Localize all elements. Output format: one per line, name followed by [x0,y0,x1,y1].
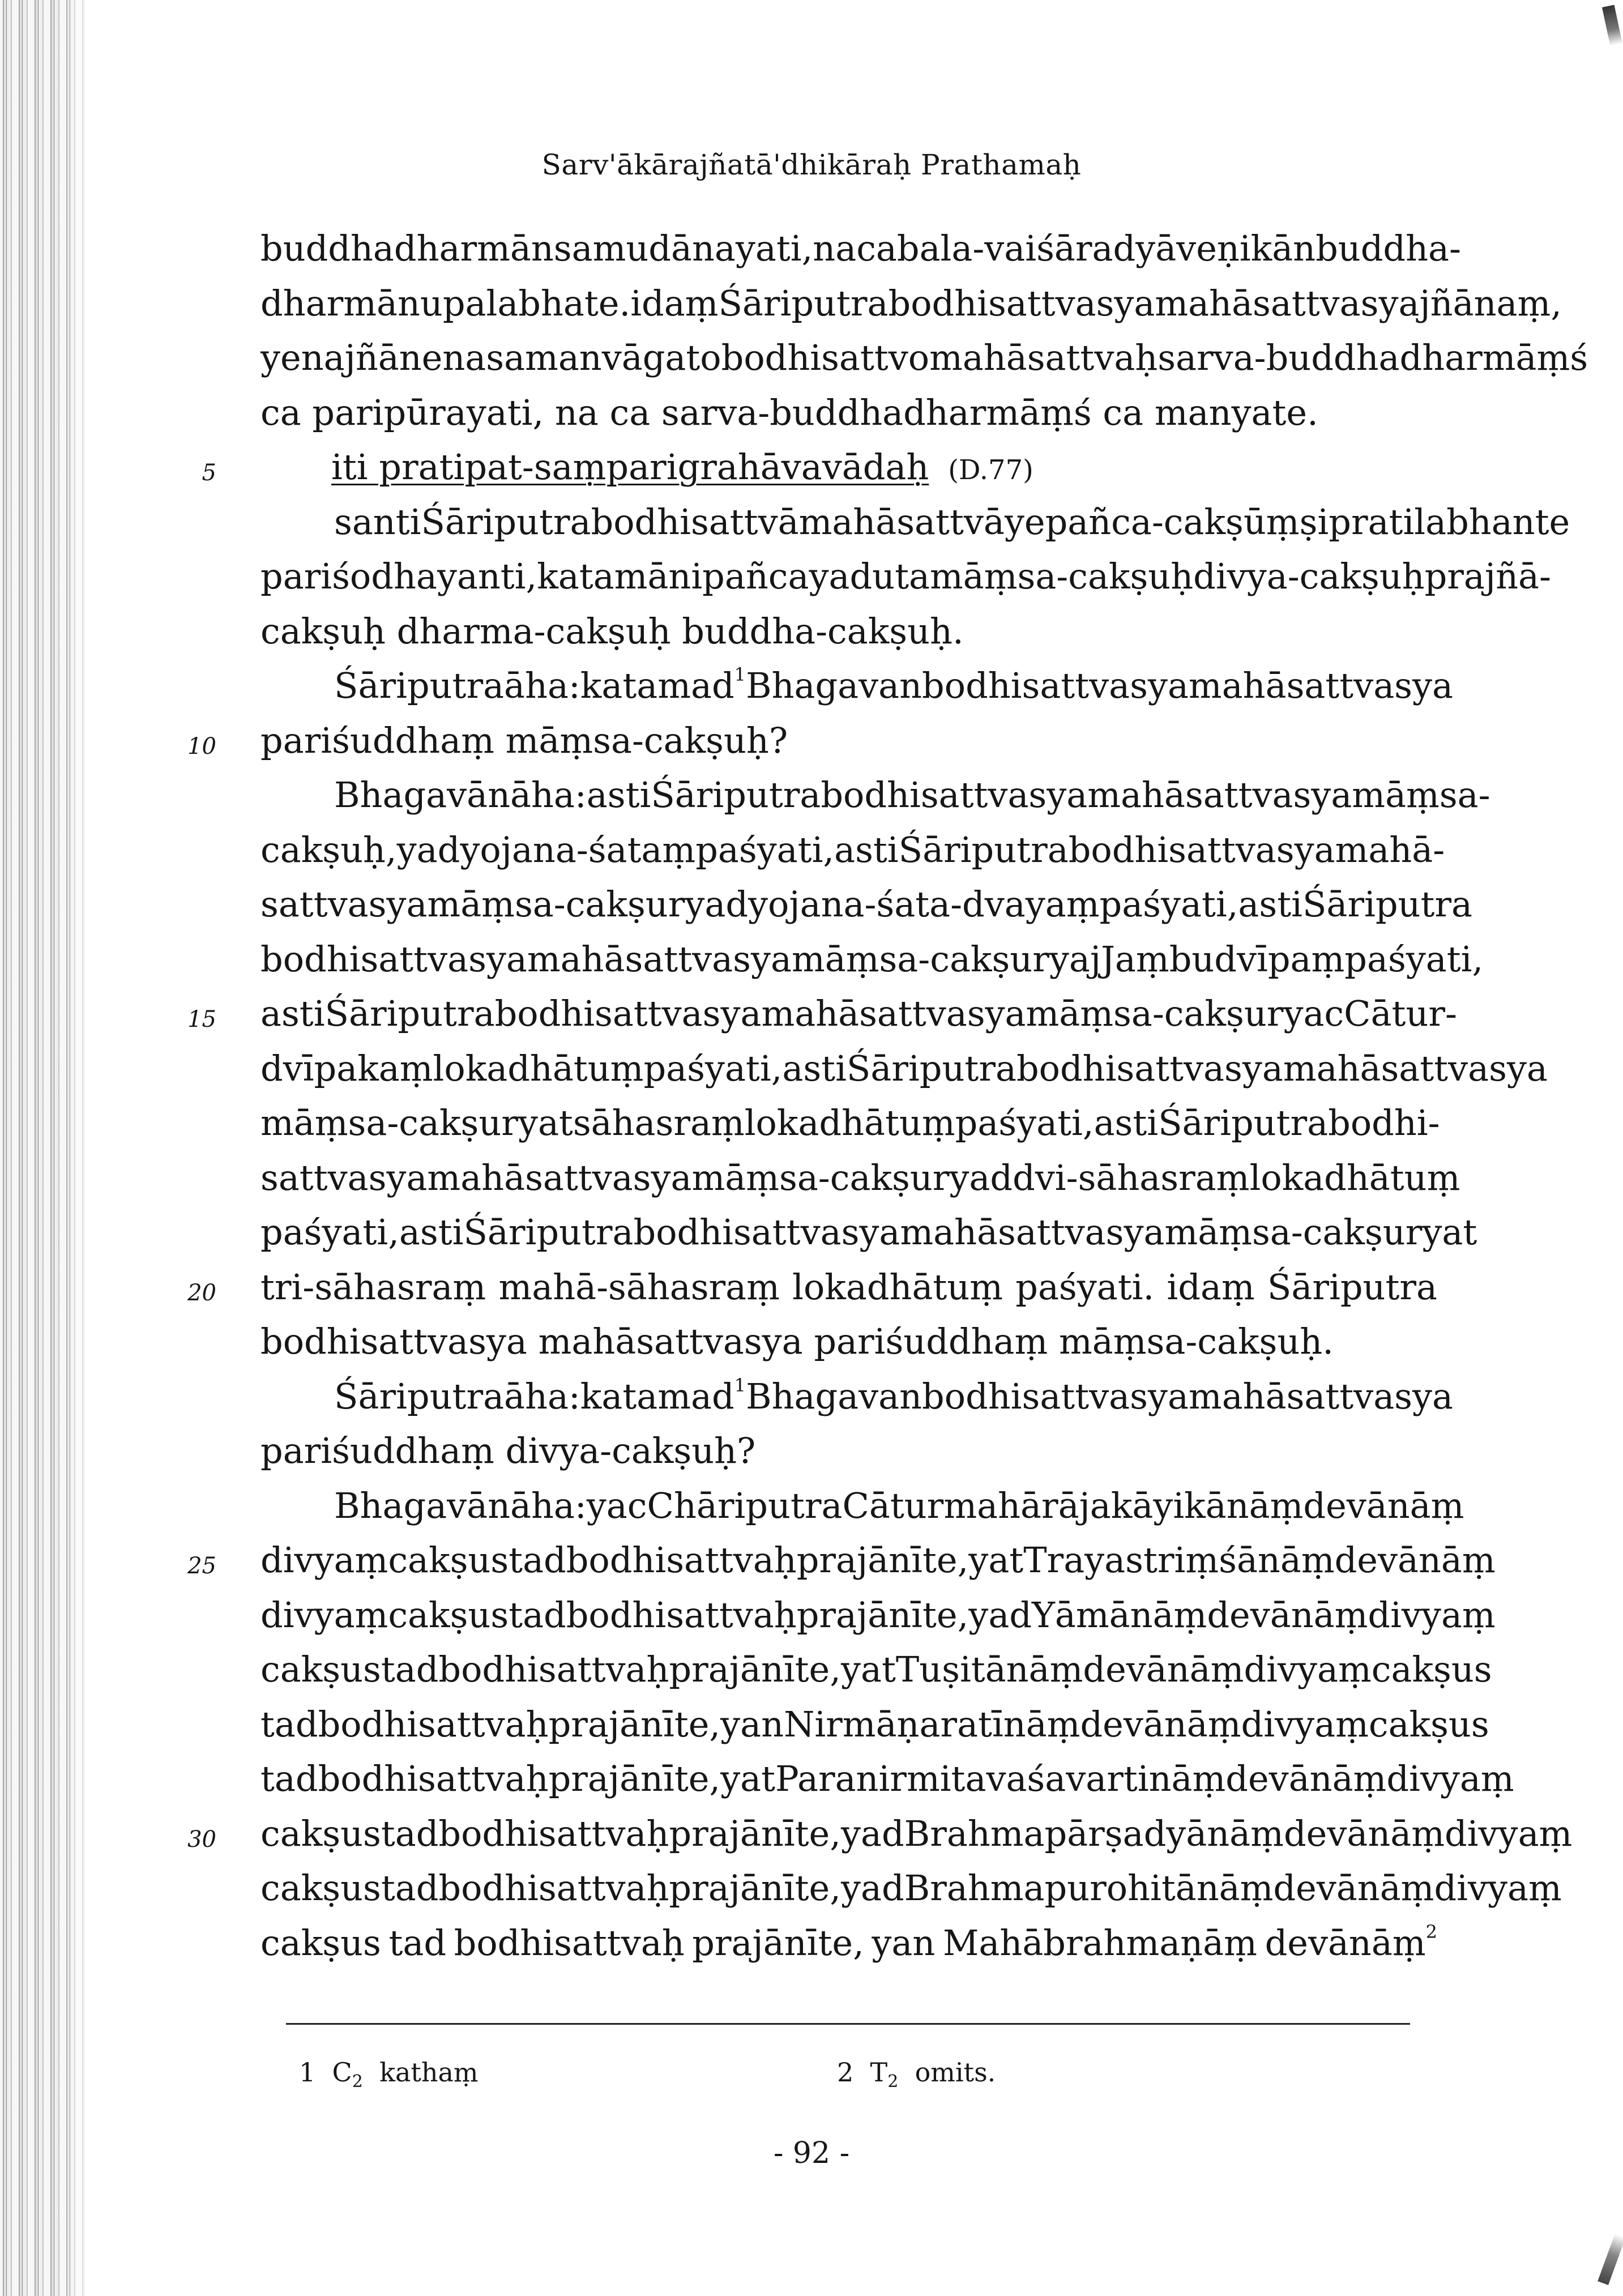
word: na [813,228,857,269]
word: devānāṃ$^2$ [1265,1921,1437,1964]
word: divyaṃ [1386,1758,1514,1799]
word: Śāriputra [651,774,821,816]
word: āha: [504,665,580,706]
text-line [260,1703,1489,1745]
text-line [260,556,1551,597]
word: māṃsa-cakṣur [1164,1211,1423,1253]
word: yad [685,884,749,925]
word: cakṣus [260,1649,381,1690]
running-head: Sarv'ākārajñatā'dhikāraḥ Prathamaḥ [541,148,1082,181]
line-number: 5 [202,460,216,486]
word: yad [968,1594,1032,1636]
word: bodhisattvasya [888,282,1155,324]
text-line [260,1156,1460,1198]
word: Śāriputra [898,829,1069,870]
footnote-sigla-subscript: 2 [887,2072,899,2092]
word: tad [381,1867,439,1909]
word: devānāṃ [1283,1812,1445,1854]
note-marker: 1 [734,1374,746,1396]
word: Śāriputra [334,1375,505,1417]
text-line [260,829,1445,870]
word: bodhisattvasya [922,1375,1189,1417]
word: mahā- [1335,829,1445,870]
word: Chāriputra [647,1484,843,1526]
footnote-1 [299,2057,479,2092]
text-line [334,1484,1464,1526]
text-line [260,1594,1496,1636]
text-line [260,1539,1496,1581]
footnote-sigla: T [870,2057,888,2088]
text-line [334,774,1490,816]
word: Jaṃbudvīpaṃ [1101,938,1345,980]
footnote-sigla-subscript: 2 [352,2072,363,2092]
word: bodhisattvaḥ [566,1539,797,1581]
word: yat [1422,1211,1477,1253]
word: bodhisattvaḥ [438,1649,669,1690]
word: yojana-śata-dvayaṃ [748,884,1100,925]
word: bodhisattvā [591,501,799,543]
word: buddhadharmān [260,228,554,269]
word: Śāriputra [1267,1266,1437,1308]
word: yac [586,1484,647,1526]
word: devānāṃ [1303,1484,1464,1526]
word: māṃsa- [1352,774,1490,816]
word: prajānīte, [548,1758,721,1799]
word: jñānaṃ, [1419,282,1562,324]
word: dvi-sāhasraṃ [1013,1156,1250,1198]
word: Paranirmitavaśavartināṃ [775,1758,1226,1799]
word: divyaṃ [1445,1812,1573,1854]
page-number: - 92 - [773,2136,850,2170]
text-line [260,884,1472,925]
word: bodhisattvaḥ [438,1812,669,1854]
word: paśyati, [695,829,835,870]
word: sarva-buddhadharmāṃś [1158,337,1588,378]
word: cakṣus [260,1867,381,1909]
word: Brahmapārṣadyānāṃ [904,1812,1284,1854]
line-number: 20 [187,1279,216,1306]
word: divyaṃ [260,1539,388,1581]
word: Śāriputra [324,993,495,1034]
word: lokadhātuṃ [744,1102,955,1143]
footnote-text: kathaṃ [379,2057,479,2088]
word: tad [381,1649,439,1690]
word: asti [1094,1102,1159,1143]
word: āha: [510,774,587,816]
word: māṃsa-cakṣur [1026,993,1284,1034]
word: bodhisattvasya [260,938,527,980]
word: cakṣus [260,1812,381,1854]
word: buddha- [1316,228,1461,269]
word: mahāsattvasya [427,1156,692,1198]
word: māṃsa-cakṣur [260,1102,518,1143]
text-line [260,228,1461,269]
word: bodhisattvasya [1016,1047,1283,1089]
word: Śāriputra [1302,884,1472,925]
text-line [260,337,1588,378]
line-number: 15 [187,1006,216,1032]
word: idaṃ [1167,1266,1255,1308]
word: paśyati, [955,1102,1094,1143]
word: samudānayati, [553,228,813,269]
word: mahāsattvasya [900,1211,1165,1253]
word: paśyati, [1344,938,1484,980]
word: cakṣus [260,1922,381,1964]
word: pariśodhayanti, [260,556,537,597]
word: yojana-śataṃ [460,829,696,870]
word: dharmān [260,282,420,324]
word: tri-sāhasraṃ [260,1266,486,1308]
text-line [260,993,1457,1034]
text-line: pariśuddhaṃ divya-cakṣuḥ? [260,1430,756,1471]
word: samanvāgato [486,337,721,378]
word: asti [834,829,899,870]
word: māṃsa-cakṣur [427,884,685,925]
word: divyaṃ [1244,1649,1372,1690]
word: mahāsattvasya [1188,1375,1453,1417]
word: tad [260,1758,318,1799]
text-line [334,664,1453,706]
word: lokadhātuṃ [1249,1156,1460,1198]
word: divyaṃ [260,1594,388,1636]
word: paśyati, [260,1211,399,1253]
word: jñānena [344,337,486,378]
word: yad [949,1156,1013,1198]
scan-corner-mark-top [1602,5,1622,46]
word: bodhisattvaḥ [438,1867,669,1909]
word: devānāṃ [1080,1703,1241,1745]
text-line [260,1649,1492,1690]
word: tad [260,1703,318,1745]
footnote-marker: 1 [299,2057,316,2088]
word: devānāṃ [1083,1649,1244,1690]
word: asti [782,1047,847,1089]
word: bodhisattvasya [1068,829,1335,870]
word: yac [1283,993,1344,1034]
word: tad [509,1539,566,1581]
word: Tuṣitānāṃ [895,1649,1083,1690]
word: pañca [702,556,809,597]
word: bodhisattvasya [494,993,762,1034]
line-number: 25 [187,1553,216,1579]
word: yan [872,1922,936,1964]
word: māṃsa-cakṣur [791,938,1049,980]
word: bodhisattvaḥ [318,1758,549,1799]
word: divya-cakṣuḥ [1193,556,1425,597]
word: devānāṃ [1273,1867,1434,1909]
word: Trayastriṃśānāṃ [1023,1539,1335,1581]
text-line [331,446,1033,488]
word: bodhisattvaḥ [454,1922,685,1964]
word: yena [260,337,345,378]
word: mahā-sāhasraṃ [498,1266,780,1308]
word: lokadhātuṃ [433,1047,644,1089]
word: Bhagavān [334,774,511,816]
word: paśyati, [643,1047,783,1089]
word: yat [968,1539,1024,1581]
word: bodhisattvaḥ [566,1594,797,1636]
text-line: ca paripūrayati, na ca sarva-buddhadharmāṃś ca manyate. [260,391,1318,433]
word: mahāsattvasya [1155,282,1420,324]
word: idaṃ [630,282,719,324]
word: Bhagavan [746,665,922,706]
word: bodhisattvaḥ [318,1703,549,1745]
text-line [260,1211,1477,1253]
word: prajānīte, [692,1922,864,1964]
word: santi [334,501,421,543]
word: prajānīte, [669,1649,841,1690]
text-line [260,282,1562,324]
word: cakṣuḥ, [260,829,397,870]
word: māṃsa-cakṣuḥ [929,556,1194,597]
text-line [260,1266,1437,1308]
word: ca [856,228,897,269]
word: pratilabhante [1329,501,1570,543]
word: devānāṃ [1207,1594,1368,1636]
word: bodhisattvasya [922,665,1189,706]
word: sattvasya [260,1156,428,1198]
word: yan [720,1703,784,1745]
word: āha: [504,1375,580,1417]
word: Śāriputra [421,501,591,543]
note-marker: 2 [1425,1921,1437,1943]
word: bodhisattvasya [821,774,1088,816]
text-line [260,1867,1562,1909]
word: Śāriputra [846,1047,1016,1089]
text-line [260,938,1484,980]
text-line [260,1921,1437,1964]
word: Bhagavan [746,1375,922,1417]
line-number: 10 [187,733,216,759]
word: devānāṃ [1225,1758,1387,1799]
footnote-rule [286,2023,1410,2025]
word: Cāturmahārājakāyikānāṃ [842,1484,1304,1526]
word: uta [872,556,930,597]
scan-corner-mark-bottom [1598,2233,1623,2285]
word: yat [840,1649,896,1690]
word: yad [396,829,460,870]
word: prajānīte, [796,1594,969,1636]
word: tad [509,1594,566,1636]
word: cakṣus [1368,1703,1489,1745]
word: mahāsattvasya [1283,1047,1548,1089]
text-line [260,1047,1548,1089]
word: prajānīte, [669,1867,841,1909]
word: Śāriputra [1158,1102,1329,1143]
footnote-sigla: C [332,2057,352,2088]
word: divyaṃ [1368,1594,1496,1636]
word: mahāsattvā [798,501,1005,543]
word: tad [381,1812,439,1854]
text-line [260,1102,1440,1143]
word: mahāsattvasya [527,938,792,980]
word: mahāsattvasya [1087,774,1352,816]
word: devānāṃ [1334,1539,1496,1581]
word: asti [260,993,325,1034]
word: asti [399,1211,464,1253]
word: yad [840,1867,904,1909]
word: Nirmāṇaratīnāṃ [784,1703,1080,1745]
word: yat [720,1758,776,1799]
word: upalabhate. [420,282,631,324]
word: prajānīte, [548,1703,721,1745]
word: paśyati. [1015,1266,1155,1308]
word: Bhagavān [334,1484,511,1526]
word: Brahmapurohitānāṃ [904,1867,1274,1909]
word: asti [1238,884,1302,925]
word: mahāsattvasya [761,993,1026,1034]
text-line: cakṣuḥ dharma-cakṣuḥ buddha-cakṣuḥ. [260,610,964,652]
word: cakṣus [388,1594,509,1636]
word: yad [809,556,873,597]
word: mahāsattvaḥ [929,337,1158,378]
word: Śāriputra [334,665,505,706]
word: ye [1004,501,1045,543]
word: āha: [510,1484,587,1526]
word: Yāmānāṃ [1031,1594,1207,1636]
word: bodhisattvo [721,337,930,378]
footnote-marker: 2 [837,2057,854,2088]
scan-edge-fade [62,0,96,2296]
text-line [334,1374,1453,1417]
word: Cātur- [1344,993,1457,1034]
word: asti [586,774,651,816]
word: bodhi- [1328,1102,1440,1143]
section-heading: iti pratipat-saṃparigrahāvavādaḥ [331,446,929,488]
word: cakṣus [1371,1649,1492,1690]
word: katamāni [537,556,703,597]
word: prajānīte, [796,1539,969,1581]
word: katamad$^1$ [580,1374,746,1417]
word: divyaṃ [1241,1703,1369,1745]
word: yaj [1049,938,1101,980]
word: Śāriputra [463,1211,634,1253]
word: sāhasraṃ [573,1102,745,1143]
text-line: bodhisattvasya mahāsattvasya pariśuddhaṃ māṃsa-cakṣuḥ. [260,1321,1334,1362]
word: cakṣus [388,1539,509,1581]
footnote-2 [837,2057,996,2092]
word: tad [388,1922,447,1964]
word: Mahābrahmaṇāṃ [942,1922,1257,1964]
word: bodhisattvasya [633,1211,900,1253]
word: yad [840,1812,904,1854]
text-line [334,501,1570,543]
word: dvīpakaṃ [260,1047,433,1089]
word: prajānīte, [669,1812,841,1854]
word: prajñā- [1424,556,1551,597]
section-reference: (D.77) [948,454,1033,486]
word: katamad$^1$ [580,664,746,706]
word: divyaṃ [1434,1867,1562,1909]
word: lokadhātuṃ [792,1266,1003,1308]
text-line: pariśuddhaṃ māṃsa-cakṣuḥ? [260,719,788,761]
line-number: 30 [187,1826,216,1853]
word: Śāriputra [718,282,889,324]
footnote-text: omits. [915,2057,996,2088]
word: mahāsattvasya [1188,665,1453,706]
word: māṃsa-cakṣur [691,1156,950,1198]
word: yat [518,1102,573,1143]
word: bala-vaiśāradyāveṇikān [896,228,1316,269]
word: paśyati, [1099,884,1238,925]
text-line [260,1812,1573,1854]
word: sattvasya [260,884,428,925]
word: pañca-cakṣūṃṣi [1045,501,1329,543]
text-line [260,1758,1514,1799]
note-marker: 1 [734,664,746,685]
